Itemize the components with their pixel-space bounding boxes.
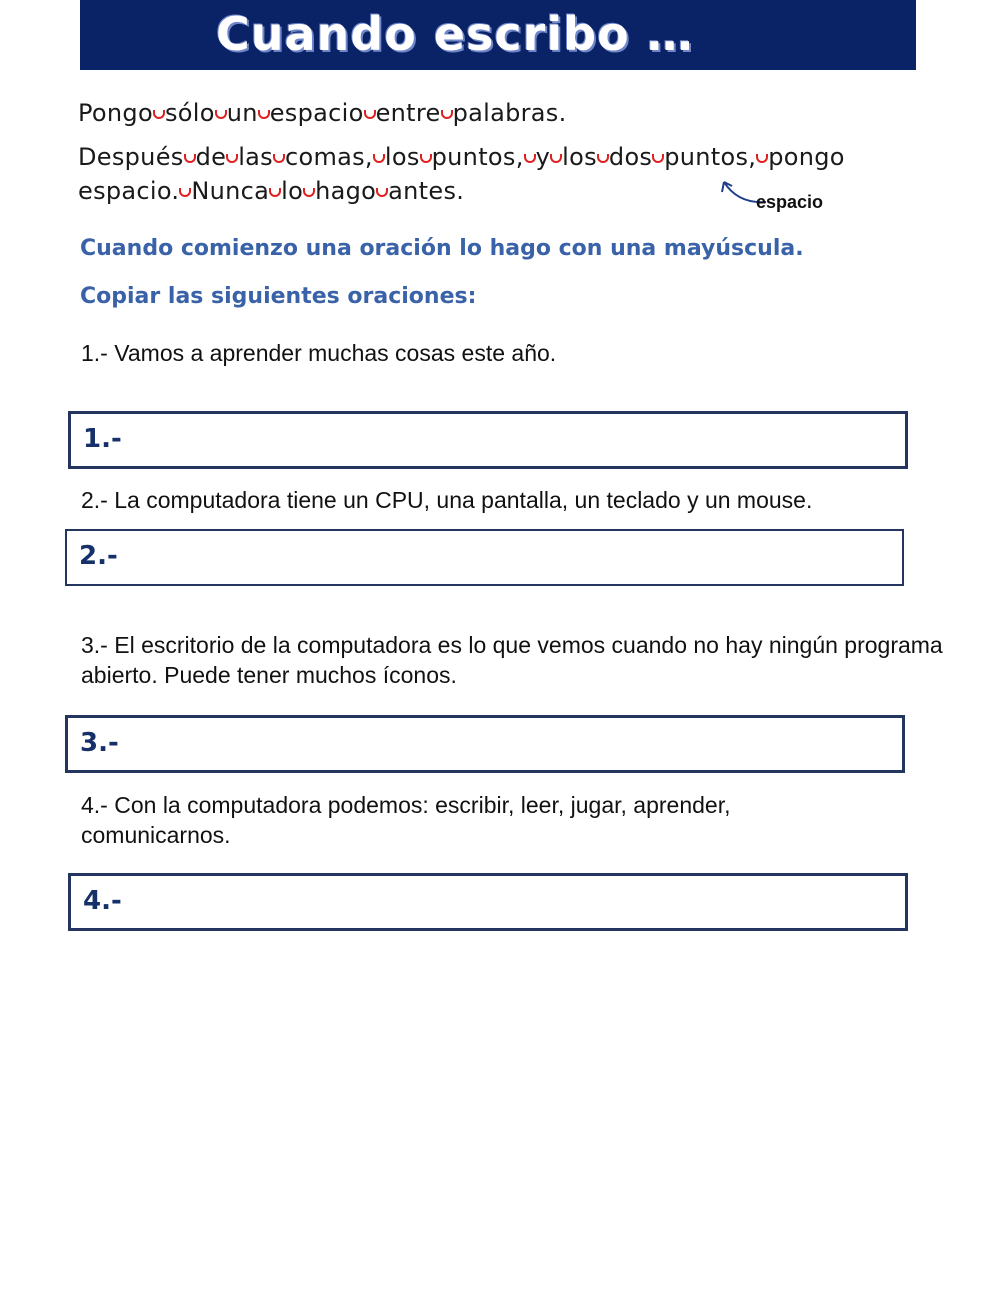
rule-word: Pongo	[78, 99, 153, 127]
answer-input-1[interactable]	[141, 420, 897, 460]
rule-line-2	[78, 140, 845, 174]
copy-instructions: Copiar las siguientes oraciones:	[80, 284, 477, 309]
rule-word: espacio.	[78, 177, 180, 205]
answer-input-3[interactable]	[138, 724, 894, 764]
capital-letter-rule: Cuando comienzo una oración lo hago con una mayúscula.	[80, 236, 804, 261]
rule-word: comas,	[284, 143, 373, 171]
exercise-sentence-2: 2.- La computadora tiene un CPU, una pantalla, un teclado y un mouse.	[81, 487, 813, 513]
answer-label-2: 2.-	[79, 541, 118, 571]
rule-line-3	[78, 174, 464, 208]
rule-word: lo	[281, 177, 304, 205]
rule-word: espacio	[269, 99, 364, 127]
rule-word: sólo	[164, 99, 215, 127]
rule-word: de	[195, 143, 227, 171]
exercise-sentence-3: 3.- El escritorio de la computadora es lo que vemos cuando no hay ningún programa abierto. Puede tener muchos íconos.	[81, 632, 943, 688]
rule-word: entre	[375, 99, 441, 127]
answer-box-2[interactable]	[65, 529, 904, 586]
rule-word: los	[384, 143, 420, 171]
answer-box-1[interactable]	[68, 411, 908, 469]
answer-input-2[interactable]	[137, 537, 894, 578]
answer-box-3[interactable]	[65, 715, 905, 773]
rule-word: Nunca	[191, 177, 270, 205]
rule-word: puntos,	[431, 143, 524, 171]
answer-label-1: 1.-	[83, 424, 122, 454]
answer-input-4[interactable]	[141, 882, 897, 922]
rule-word: Después	[78, 143, 184, 171]
rule-word: pongo	[768, 143, 845, 171]
rule-word: puntos,	[664, 143, 757, 171]
exercise-sentence-4: 4.- Con la computadora podemos: escribir, leer, jugar, aprender, comunicarnos.	[81, 792, 731, 848]
page-title: Cuando escribo …	[216, 7, 694, 61]
exercise-sentence-1: 1.- Vamos a aprender muchas cosas este año.	[81, 340, 557, 366]
rule-word: palabras.	[452, 99, 567, 127]
answer-label-3: 3.-	[80, 728, 119, 758]
rule-line-1	[78, 96, 567, 130]
rule-word: los	[562, 143, 597, 171]
rule-word: las	[238, 143, 273, 171]
spacing-rules-illustration	[78, 92, 938, 222]
rule-word: y	[535, 143, 551, 171]
answer-label-4: 4.-	[83, 886, 122, 916]
rule-word: antes.	[388, 177, 465, 205]
rule-word: un	[226, 99, 258, 127]
rule-word: dos	[608, 143, 653, 171]
rule-word: hago	[315, 177, 377, 205]
espacio-label: espacio	[756, 192, 824, 212]
answer-box-4[interactable]	[68, 873, 908, 931]
